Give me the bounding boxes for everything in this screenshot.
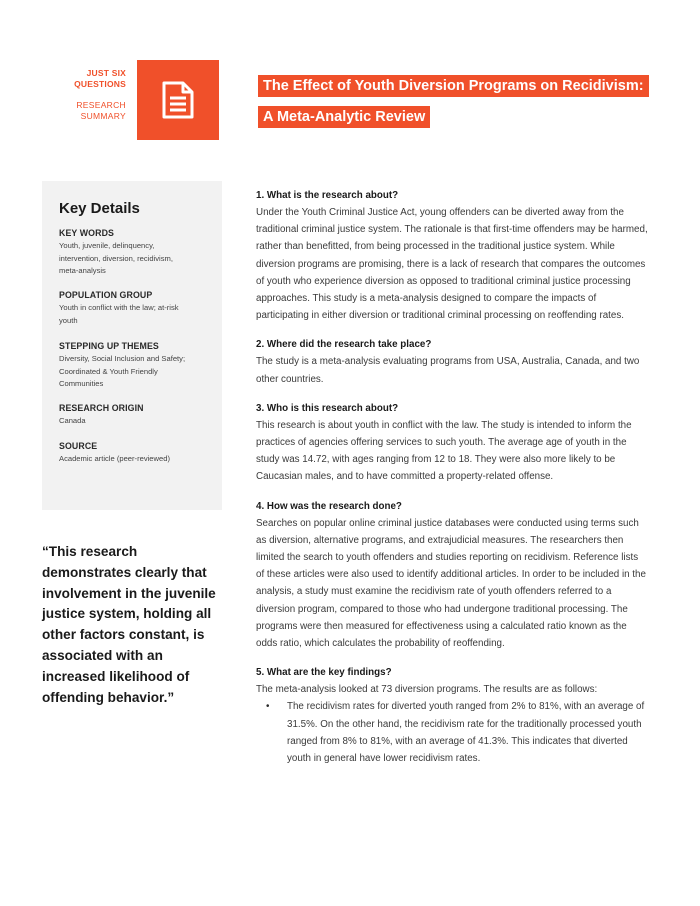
key-words-section	[59, 228, 214, 278]
question-heading: 5. What are the key findings?	[256, 667, 392, 679]
section-line: Youth, juvenile, delinquency,	[59, 241, 155, 250]
question-heading: 3. Who is this research about?	[256, 402, 399, 414]
main-content	[256, 189, 648, 781]
section-line: Coordinated & Youth Friendly	[59, 366, 158, 376]
question-block	[256, 189, 648, 324]
series-name-line2: QUESTIONS	[74, 79, 126, 89]
document-type-line2: SUMMARY	[80, 111, 126, 121]
document-type-line1: RESEARCH	[76, 100, 126, 110]
key-details-panel	[42, 181, 222, 510]
document-type	[60, 100, 126, 122]
research-origin-section	[59, 403, 214, 428]
section-value	[59, 415, 214, 428]
section-line: Youth in conflict with the law; at-risk	[59, 303, 179, 312]
section-line: youth	[59, 315, 78, 325]
section-label: STEPPING UP THEMES	[59, 341, 159, 351]
question-heading: 4. How was the research done?	[256, 500, 402, 512]
pull-quote: “This research demonstrates clearly that involvement in the juvenile justice system, holding all other factors constant, is associated with an increased likelihood of offending behavior.”	[42, 544, 216, 705]
answer-text: This research is about youth in conflict with the law. The study is intended to inform the practices of agencies offering services to such youth. The average age of youth in the study was 14.72, with ages ranging from 12 to 18. They were also more likely to be Caucasian males, and to have committed a property-related offense.	[256, 419, 632, 483]
section-label: RESEARCH ORIGIN	[59, 403, 144, 413]
section-value	[59, 353, 214, 391]
source-section	[59, 441, 214, 466]
document-icon-tile	[137, 60, 219, 140]
section-line: Canada	[59, 416, 86, 425]
key-details-heading: Key Details	[59, 200, 140, 217]
page-title-line2: A Meta-Analytic Review	[258, 106, 430, 128]
section-line: Diversity, Social Inclusion and Safety;	[59, 354, 186, 363]
question-block	[256, 666, 648, 767]
series-name-line1: JUST SIX	[86, 68, 126, 78]
document-icon	[161, 80, 195, 120]
finding-text: The recidivism rates for diverted youth ranged from 2% to 81%, with an average of 31.5%. On the other hand, the recidivism rate for the traditionally processed youth ranged from 8% to 81%, with an average of 41.3%. This indicates that diverted youth in general have lower recidivism rates.	[287, 701, 645, 765]
section-label: SOURCE	[59, 441, 98, 451]
stepping-up-themes-section	[59, 341, 214, 391]
answer-text: Searches on popular online criminal justice databases were conducted using terms such as diversion, alternative programs, and extrajudicial measures. The researchers then limited the search to youth offenders and studies reporting on recidivism. Reference lists of these articles were also used to identify additional articles. In order to be included in the analysis, a study must examine the recidivism rate of youth offenders referred to a diversion program, compared to those who had undergone traditional processing. The programs were then measured for effectiveness using a calculated ratio known as the odds ratio, which calculates the probability of reoffending.	[256, 517, 646, 650]
section-line: meta-analysis	[59, 266, 106, 276]
question-block	[256, 402, 648, 486]
question-heading: 2. Where did the research take place?	[256, 339, 432, 351]
series-name	[60, 68, 126, 90]
question-block	[256, 500, 648, 653]
section-value	[59, 240, 214, 278]
section-line: Communities	[59, 379, 104, 389]
answer-text: The study is a meta-analysis evaluating programs from USA, Australia, Canada, and two other countries.	[256, 356, 640, 385]
bullet-icon: •	[266, 701, 270, 713]
question-heading: 1. What is the research about?	[256, 190, 399, 201]
answer-text: The meta-analysis looked at 73 diversion programs. The results are as follows:	[256, 684, 598, 696]
section-value	[59, 302, 214, 327]
section-label: POPULATION GROUP	[59, 290, 153, 300]
section-line: Academic article (peer-reviewed)	[59, 454, 170, 463]
finding-bullet	[266, 698, 648, 767]
section-line: intervention, diversion, recidivism,	[59, 253, 173, 263]
answer-text: Under the Youth Criminal Justice Act, young offenders can be diverted away from the traditional criminal justice system. The rationale is that first-time offenders may be harmed, rather than benefitted, from being processed in the traditional justice system. While diversion programs are promising, there is a lack of research that compares the outcomes of youth who experience diversion as opposed to traditional criminal justice processing approaches. This study is a meta-analysis designed to compare the impacts of participating in either diversion or traditional criminal processing on reoffending rates.	[256, 207, 648, 322]
section-label: KEY WORDS	[59, 228, 114, 238]
section-value	[59, 453, 214, 466]
population-group-section	[59, 290, 214, 327]
page-title-line1: The Effect of Youth Diversion Programs on Recidivism:	[258, 75, 649, 97]
question-block	[256, 338, 648, 387]
